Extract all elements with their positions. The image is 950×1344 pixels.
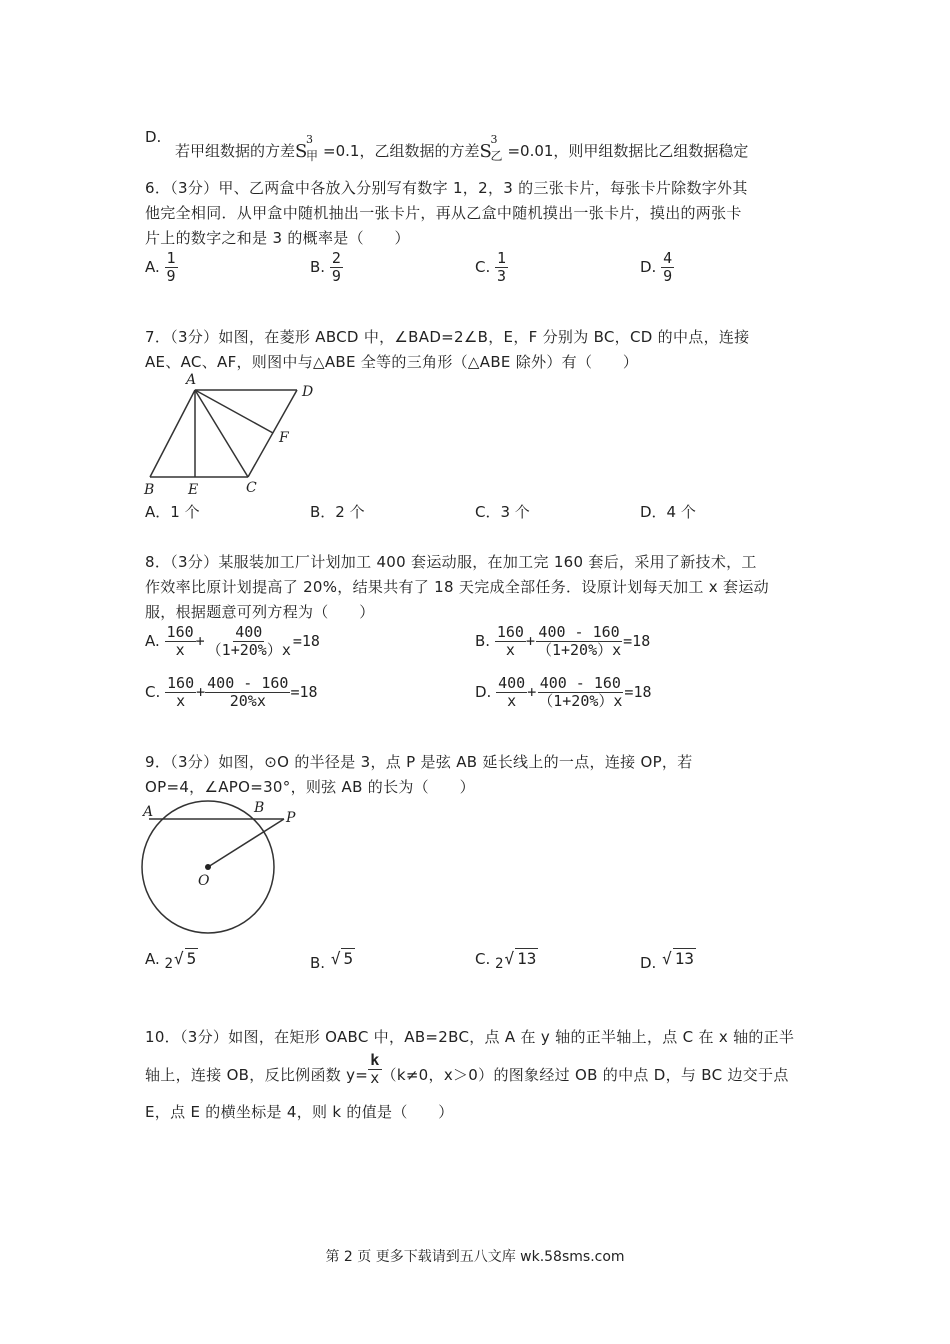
- q8-option-c: C. $\frac{160}{x}$ + $\frac{400 - 160}{20\%x}$ =18: [145, 674, 318, 710]
- q9-line-2: OP=4，∠APO=30°，则弦 AB 的长为（ ）: [145, 778, 475, 796]
- q9-option-b: B. √ 5: [310, 949, 354, 972]
- label-e: E: [188, 482, 199, 498]
- segment-op: [208, 819, 284, 867]
- q5-d-text-3: =0.01，则甲组数据比乙组数据稳定: [507, 142, 749, 160]
- circle-figure: [138, 795, 308, 945]
- center-point: [205, 864, 211, 870]
- q8-line-2: 作效率比原计划提高了 20%，结果共有了 18 天完成全部任务．设原计划每天加工 x 套运动: [145, 578, 769, 596]
- q9-option-d: D. √ 13: [640, 949, 695, 972]
- label-f: F: [279, 430, 289, 446]
- q10-line-2: 轴上，连接 OB，反比例函数 y= $\frac{k}{x}$ （k≠0，x＞0）的图象经过 OB 的中点 D，与 BC 边交于点: [145, 1051, 789, 1087]
- label-b: B: [254, 800, 265, 816]
- q5-d-text-2: =0.1，乙组数据的方差: [323, 142, 480, 160]
- segment-ac: [195, 390, 248, 477]
- rhombus-figure: [140, 370, 325, 500]
- q6-line-2: 他完全相同．从甲盒中随机抽出一张卡片，再从乙盒中随机摸出一张卡片，摸出的两张卡: [145, 204, 742, 222]
- q5-option-d-text: [175, 132, 749, 163]
- q6-option-c: C. $\frac{1}{3}$: [475, 249, 507, 285]
- label-a: A: [143, 804, 154, 820]
- q6-option-d: D. $\frac{4}{9}$: [640, 249, 673, 285]
- variance-symbol-b: S 3 乙: [479, 132, 503, 163]
- page-footer: 第 2 页 更多下载请到五八文库 wk.58sms.com: [325, 1249, 625, 1265]
- fraction-k-over-x: $\frac{k}{x}$: [370, 1051, 380, 1087]
- q9-option-a: A. 2 √ 5: [145, 949, 197, 972]
- q7-option-c: C．3 个: [475, 503, 530, 521]
- q10-line-1: 10．（3分）如图，在矩形 OABC 中，AB=2BC，点 A 在 y 轴的正半轴上，点 C 在 x 轴的正半: [145, 1028, 795, 1046]
- edge-ba: [150, 390, 195, 477]
- segment-af: [195, 390, 273, 433]
- label-d: D: [302, 384, 314, 400]
- q7-line-2: AE、AC、AF，则图中与△ABE 全等的三角形（△ABE 除外）有（ ）: [145, 353, 639, 371]
- q6-line-1: 6．（3分）甲、乙两盒中各放入分别写有数字 1，2，3 的三张卡片，每张卡片除数字外其: [145, 179, 748, 197]
- q6-option-b: B. $\frac{2}{9}$: [310, 249, 341, 285]
- variance-symbol-a: S 3 甲: [295, 132, 319, 163]
- q6-option-a: A. $\frac{1}{9}$: [145, 249, 176, 285]
- q8-option-d: D. $\frac{400}{x}$ + $\frac{400 - 160}{(1+20\%)x}$ =18: [475, 674, 652, 710]
- q8-line-1: 8．（3分）某服装加工厂计划加工 400 套运动服，在加工完 160 套后，采用了新技术，工: [145, 553, 757, 571]
- q7-option-b: B．2 个: [310, 503, 365, 521]
- q8-option-b: B. $\frac{160}{x}$ + $\frac{400 - 160}{(1+20\%)x}$ =18: [475, 623, 651, 659]
- q9-option-c: C. 2 √ 13: [475, 949, 537, 972]
- q7-line-1: 7．（3分）如图，在菱形 ABCD 中，∠BAD=2∠B，E，F 分别为 BC，CD 的中点，连接: [145, 328, 750, 346]
- label-o: O: [198, 873, 210, 889]
- q7-option-d: D．4 个: [640, 503, 696, 521]
- q8-line-3: 服，根据题意可列方程为（ ）: [145, 603, 375, 621]
- label-b: B: [144, 482, 155, 498]
- q8-option-a: A. $\frac{160}{x}$ + $\frac{400}{(1+20\%)x}$ =18: [145, 623, 320, 659]
- q6-line-3: 片上的数字之和是 3 的概率是（ ）: [145, 229, 410, 247]
- q9-line-1: 9．（3分）如图，⊙O 的半径是 3，点 P 是弦 AB 延长线上的一点，连接 OP，若: [145, 753, 693, 771]
- label-a: A: [186, 372, 197, 388]
- q5-d-text-1: 若甲组数据的方差: [175, 142, 296, 160]
- label-p: P: [286, 810, 296, 826]
- q10-line-3: E，点 E 的横坐标是 4，则 k 的值是（ ）: [145, 1103, 454, 1121]
- label-c: C: [246, 480, 257, 496]
- q7-option-a: A．1 个: [145, 503, 200, 521]
- q5-option-d-label: D.: [145, 128, 162, 146]
